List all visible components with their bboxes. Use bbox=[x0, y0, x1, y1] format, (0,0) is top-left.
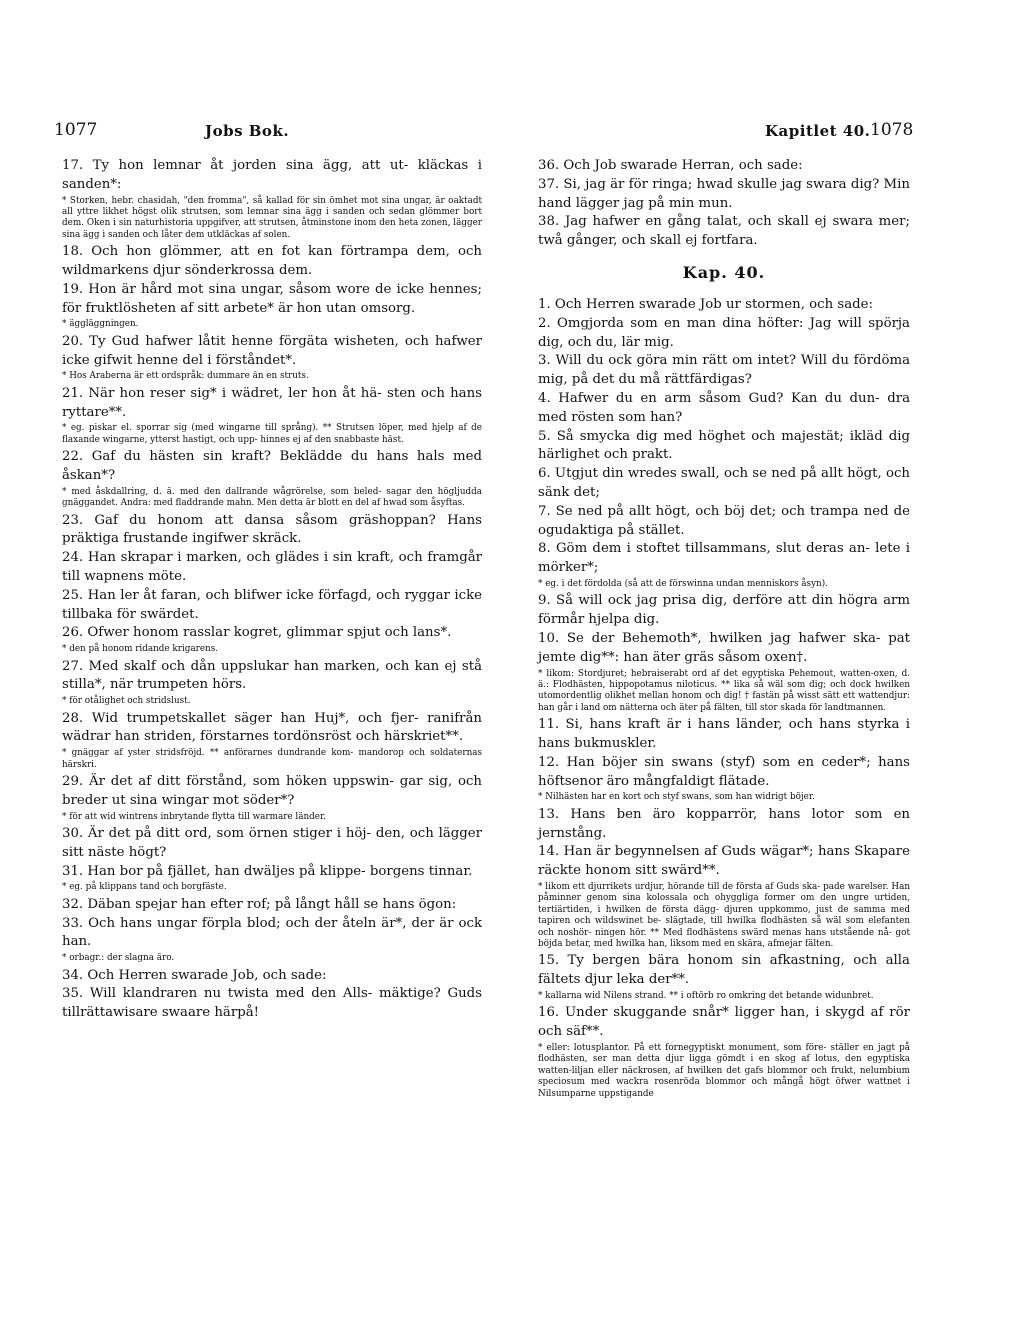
verse-paragraph: 27. Med skalf och dån uppslukar han marken, och kan ej stå stilla*, när trumpeten hörs. bbox=[62, 658, 482, 693]
verse-paragraph: 4. Hafwer du en arm såsom Gud? Kan du dun- dra med rösten som han? bbox=[538, 390, 910, 425]
verse-paragraph: 3. Will du ock göra min rätt om intet? Will du fördöma mig, på det du må rättfärdigas? bbox=[538, 353, 910, 388]
footnote: * äggläggningen. bbox=[62, 319, 139, 330]
verse-paragraph: 22. Gaf du hästen sin kraft? Beklädde du hans hals med åskan*? bbox=[62, 449, 482, 484]
verse-paragraph: 18. Och hon glömmer, att en fot kan förtrampa dem, och wildmarkens djur sönderkrossa dem. bbox=[62, 244, 482, 279]
verse-paragraph: 26. Ofwer honom rasslar kogret, glimmar spjut och lans*. bbox=[62, 625, 452, 641]
verse-paragraph: 20. Ty Gud hafwer låtit henne förgäta wisheten, och hafwer icke gifwit henne del i förståndet*. bbox=[62, 333, 482, 368]
verse-paragraph: 30. Är det på ditt ord, som örnen stiger i höj- den, och lägger sitt näste högt? bbox=[62, 826, 482, 860]
verse-paragraph: 7. Se ned på allt högt, och böj det; och trampa ned de ogudaktiga på stället. bbox=[538, 503, 910, 538]
footnote: * Hos Araberna är ett ordspråk: dummare än en struts. bbox=[62, 371, 309, 382]
footnote: * gnäggar af yster stridsfröjd. ** anförarnes dundrande kom- mandorop och soldaternas härskri. bbox=[62, 748, 482, 770]
verse-paragraph: 36. Och Job swarade Herran, och sade: bbox=[538, 158, 803, 173]
footnote: * för att wid wintrens inbrytande flytta till warmare länder. bbox=[62, 811, 327, 822]
verse-paragraph: 6. Utgjut din wredes swall, och se ned på allt högt, och sänk det; bbox=[538, 466, 910, 500]
verse-paragraph: 19. Hon är hård mot sina ungar, såsom wore de icke hennes; för fruktlösheten af sitt arbete* är hon utan omsorg. bbox=[62, 281, 482, 316]
verse-paragraph: 10. Se der Behemoth*, hwilken jag hafwer ska- pat jemte dig**: han äter gräs såsom oxen†. bbox=[538, 630, 910, 665]
footnote: * Nilhästen har en kort och styf swans, som han widrigt böjer. bbox=[538, 792, 815, 803]
running-title-right: Kapitlet 40. bbox=[765, 122, 871, 140]
verse-paragraph: 8. Göm dem i stoftet tillsammans, slut deras an- lete i mörker*; bbox=[538, 541, 910, 576]
footnote: * orbagr.: der slagna äro. bbox=[62, 953, 175, 964]
running-title-left: Jobs Bok. bbox=[205, 122, 290, 140]
verse-paragraph: 16. Under skuggande snår* ligger han, i skygd af rör och säf**. bbox=[538, 1005, 910, 1040]
footnote: * likom ett djurrikets urdjur, hörande till de första af Guds ska- pade warelser. Han påminner genom sina kolossala och ohyggliga former om den ungre urtiden, tertiärtiden, i hwilken de första dägg- djuren uppkommo, just de samma med tapiren och wildswinet be- slägtade, till hwilka flodhästen så wäl som elefanten och noshör- ningen hör. ** Med flodhästens swärd menas hans utstående nå- got böjda betar, med hwilka han, liksom med en skära, afmejar fälten. bbox=[538, 881, 910, 949]
verse-paragraph: 29. Är det af ditt förstånd, som höken uppswin- gar sig, och breder ut sina wingar mot söder*? bbox=[62, 774, 482, 808]
footnote: * Storken, hebr. chasidah, "den fromma", så kallad för sin ömhet mot sina ungar, är oaktadt all yttre likhet högst olik strutsen, som lemnar sina ägg i sanden och sedan glömmer bort dem. Oken i sin naturhistoria uppgifver, att strutsen, åtminstone inom den heta zonen, lägger sina ägg i sanden och låter dem utkläckas af solen. bbox=[62, 195, 482, 240]
footnote: * kallarna wid Nilens strand. ** i oftörb ro omkring det betande widunbret. bbox=[538, 990, 874, 1001]
verse-paragraph: 25. Han ler åt faran, och blifwer icke förfagd, och ryggar icke tillbaka för swärdet. bbox=[62, 587, 482, 622]
footnote: * för otålighet och stridslust. bbox=[62, 696, 191, 707]
verse-paragraph: 37. Si, jag är för ringa; hwad skulle jag swara dig? Min hand lägger jag på min mun. bbox=[538, 176, 910, 211]
verse-paragraph: 12. Han böjer sin swans (styf) som en ceder*; hans höftsenor äro mångfaldigt flätade. bbox=[538, 754, 910, 789]
footnote: * eg. på klippans tand och borgfäste. bbox=[62, 882, 227, 893]
verse-paragraph: 21. När hon reser sig* i wädret, ler hon åt hä- sten och hans ryttare**. bbox=[62, 385, 482, 420]
footnote: * likom: Stordjuret; hebraiserabt ord af det egyptiska Pehemout, watten-oxen, d. ä.: Flodhästen, hippopotamus niloticus. ** lika så wäl som dig; och dock hwilken utomordentlig olikhet mellan honom och dig! † fastän på wisst sätt ett wattendjur: han går i land om nätterna och äter på fälten, till stor skada för landtmannen. bbox=[538, 668, 910, 713]
verse-paragraph: 33. Och hans ungar förpla blod; och der åteln är*, der är ock han. bbox=[62, 915, 482, 950]
chapter-heading: Kap. 40. bbox=[682, 262, 766, 282]
verse-paragraph: 14. Han är begynnelsen af Guds wägar*; hans Skapare räckte honom sitt swärd**. bbox=[538, 844, 910, 879]
verse-paragraph: 31. Han bor på fjället, han dwäljes på klippe- borgens tinnar. bbox=[62, 863, 473, 879]
verse-paragraph: 13. Hans ben äro kopparrör, hans lotor som en jernstång. bbox=[538, 806, 910, 841]
verse-paragraph: 15. Ty bergen bära honom sin afkastning, och alla fältets djur leka der**. bbox=[538, 953, 910, 988]
verse-paragraph: 9. Så will ock jag prisa dig, derföre att din högra arm förmår hjelpa dig. bbox=[538, 593, 910, 628]
verse-paragraph: 35. Will klandraren nu twista med den Alls- mäktige? Guds tillrättawisare swaare härpå! bbox=[62, 986, 482, 1021]
verse-paragraph: 11. Si, hans kraft är i hans länder, och hans styrka i hans bukmuskler. bbox=[538, 717, 910, 751]
verse-paragraph: 1. Och Herren swarade Job ur stormen, och sade: bbox=[538, 296, 874, 312]
footnote: * med åskdallring, d. ä. med den dallrande wågrörelse, som beled- sagar den högljudda gnäggandet. Andra: med fladdrande mahn. Men detta är blott en del af hwad som åsyftas. bbox=[62, 486, 482, 509]
verse-paragraph: 17. Ty hon lemnar åt jorden sina ägg, att ut- kläckas i sanden*: bbox=[62, 158, 482, 192]
footnote: * den på honom ridande krigarens. bbox=[62, 644, 219, 655]
verse-paragraph: 24. Han skrapar i marken, och glädes i sin kraft, och framgår till wapnens möte. bbox=[62, 550, 482, 585]
left-column bbox=[62, 157, 482, 1023]
page-number-left: 1077 bbox=[54, 120, 98, 140]
verse-paragraph: 34. Och Herren swarade Job, och sade: bbox=[62, 967, 327, 983]
verse-paragraph: 38. Jag hafwer en gång talat, och skall ej swara mer; twå gånger, och skall ej fortfara. bbox=[538, 214, 910, 249]
footnote: * eller: lotusplantor. På ett fornegyptiskt monument, som före- ställer en jagt på flodhästen, ser man detta djur ligga gömdt i en skog af lotus, den egyptiska watten-liljan eller näckrosen, af hwilken det gafs blommor och frukt, nelumbium speciosum med wackra rosenröda blommor och mångå högt öfwer wattnet i Nilsumparne uppstigande bbox=[538, 1042, 910, 1099]
footnote: * eg. piskar el. sporrar sig (med wingarne till språng). ** Strutsen löper, med hjelp af de flaxande wingarne, ytterst hastigt, och upp- hinnes ej af den snabbaste häst. bbox=[62, 423, 482, 445]
verse-paragraph: 2. Omgjorda som en man dina höfter: Jag will spörja dig, och du, lär mig. bbox=[538, 315, 910, 350]
verse-paragraph: 32. Däban spejar han efter rof; på långt håll se hans ögon: bbox=[62, 896, 457, 912]
verse-paragraph: 5. Så smycka dig med höghet och majestät; ikläd dig härlighet och prakt. bbox=[538, 428, 910, 463]
verse-paragraph: 28. Wid trumpetskallet säger han Huj*, och fjer- ranifrån wädrar han striden, förstarnes tordönsröst och härskriet**. bbox=[62, 710, 482, 745]
page-number-right: 1078 bbox=[870, 120, 914, 140]
footnote: * eg. i det fördolda (så att de förswinna undan menniskors åsyn). bbox=[538, 578, 828, 589]
right-column bbox=[538, 157, 910, 1102]
verse-paragraph: 23. Gaf du honom att dansa såsom gräshoppan? Hans präktiga frustande ingifwer skräck. bbox=[62, 512, 482, 547]
